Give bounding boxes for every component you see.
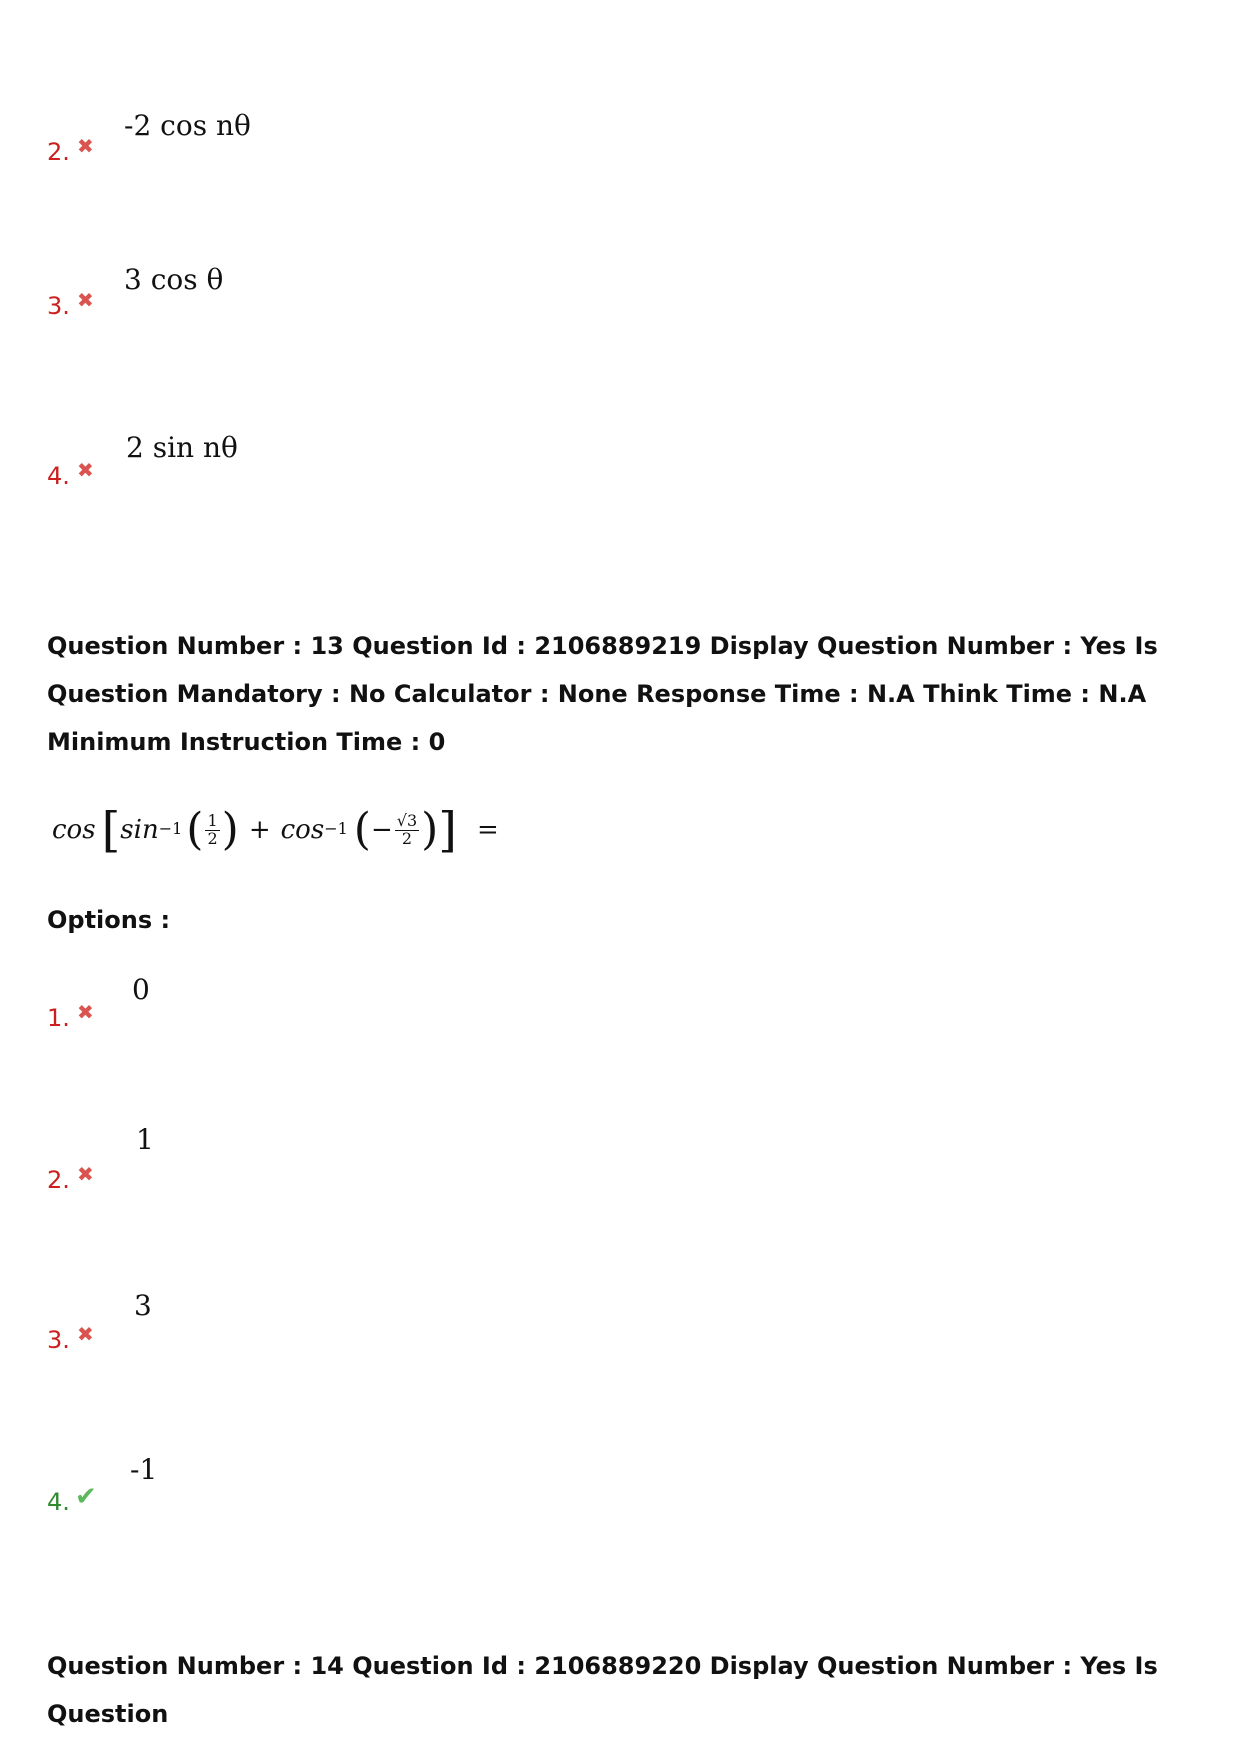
option-expression: 2 sin nθ: [126, 431, 238, 464]
fraction-one-half: [205, 810, 219, 848]
fraction-numerator: √3: [396, 810, 418, 830]
option-number: 4.: [47, 1488, 70, 1516]
equals-sign: =: [477, 815, 499, 845]
cos-exponent: −1: [324, 818, 348, 838]
options-label: Options :: [47, 906, 171, 934]
option-number: 3.: [47, 292, 70, 320]
cross-icon: ✖: [77, 288, 94, 312]
fraction-root3-over-2: [395, 810, 419, 848]
option-expression: -2 cos nθ: [124, 109, 251, 142]
fraction-denominator: 2: [401, 828, 413, 848]
cos-text: cos: [52, 815, 96, 845]
option-value: -1: [130, 1453, 158, 1486]
option-number: 1.: [47, 1004, 70, 1032]
cross-icon: ✖: [77, 1162, 94, 1186]
check-icon: ✔: [75, 1482, 97, 1512]
sin-exponent: −1: [158, 818, 183, 838]
option-value: 1: [136, 1123, 154, 1156]
fraction-numerator: 1: [207, 810, 218, 830]
cos-text-2: cos: [280, 815, 325, 845]
option-number: 3.: [47, 1326, 70, 1354]
minus-sign: −: [370, 815, 393, 845]
right-bracket: ]: [438, 802, 458, 858]
option-number: 4.: [47, 462, 70, 490]
cross-icon: ✖: [77, 1322, 94, 1346]
fraction-denominator: 2: [207, 828, 218, 848]
question-13-meta: Question Number : 13 Question Id : 2106889219 Display Question Number : Yes Is Question Mandatory : No Calculator : None Response Time : N.A Think Time : N.A Minimum Instruction Time : 0: [47, 632, 1158, 756]
cross-icon: ✖: [77, 134, 94, 158]
cross-icon: ✖: [77, 1000, 94, 1024]
cross-icon: ✖: [77, 458, 94, 482]
sin-text: sin: [120, 815, 159, 845]
right-paren-2: ): [421, 804, 439, 855]
left-paren-2: (: [353, 804, 371, 855]
option-value: 3: [134, 1289, 152, 1322]
question-13-formula: [52, 800, 499, 860]
plus-sign: +: [248, 815, 271, 845]
question-14-meta: Question Number : 14 Question Id : 2106889220 Display Question Number : Yes Is Question: [47, 1652, 1158, 1728]
option-value: 0: [132, 973, 150, 1006]
left-paren: (: [186, 804, 204, 855]
option-number: 2.: [47, 138, 70, 166]
left-bracket: [: [101, 802, 121, 858]
right-paren: ): [221, 804, 239, 855]
option-number: 2.: [47, 1166, 70, 1194]
option-expression: 3 cos θ: [124, 263, 224, 296]
